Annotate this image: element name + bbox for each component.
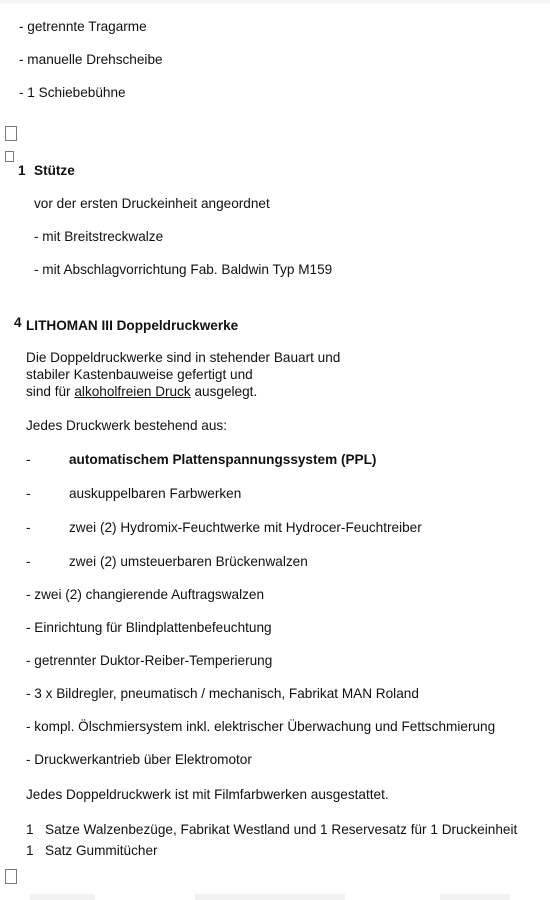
section-line: - mit Abschlagvorrichtung Fab. Baldwin Typ M159 <box>34 262 333 277</box>
list-item: - manuelle Drehscheibe <box>19 52 163 67</box>
list-item: - Einrichtung für Blindplattenbefeuchtung <box>26 620 272 635</box>
dash-bullet: - <box>26 452 31 467</box>
tab-list-item: zwei (2) Hydromix-Feuchtwerke mit Hydrocer-Feuchtreiber <box>69 520 422 535</box>
checkbox-placeholder-small[interactable] <box>5 151 14 162</box>
section-title: LITHOMAN III Doppeldruckwerke <box>26 318 239 333</box>
consisting-of-heading: Jedes Druckwerk bestehend aus: <box>26 418 227 433</box>
accessory-qty: 1 <box>26 843 34 858</box>
bottom-fade-strip <box>195 894 345 900</box>
intro-text: ausgelegt. <box>190 384 258 399</box>
list-item: - Druckwerkantrieb über Elektromotor <box>26 752 252 767</box>
tab-list-item: zwei (2) umsteuerbaren Brückenwalzen <box>69 554 308 569</box>
section-number: 1 <box>18 163 26 178</box>
tab-list-item: automatischem Plattenspannungssystem (PPL) <box>69 452 377 467</box>
section-line: vor der ersten Druckeinheit angeordnet <box>34 196 270 211</box>
list-item: - getrennte Tragarme <box>19 19 147 34</box>
dash-bullet: - <box>26 554 31 569</box>
dash-bullet: - <box>26 486 31 501</box>
dash-bullet: - <box>26 520 31 535</box>
bottom-fade-strip <box>30 894 95 900</box>
tab-list-item: auskuppelbaren Farbwerken <box>69 486 242 501</box>
section-line: - mit Breitstreckwalze <box>34 229 164 244</box>
list-item: - zwei (2) changierende Auftragswalzen <box>26 587 265 602</box>
accessory-qty: 1 <box>26 822 34 837</box>
accessory-text: Satze Walzenbezüge, Fabrikat Westland und 1 Reservesatz für 1 Druckeinheit <box>45 822 518 837</box>
list-item: - kompl. Ölschmiersystem inkl. elektrischer Überwachung und Fettschmierung <box>26 719 496 734</box>
list-item: - getrennter Duktor-Reiber-Temperierung <box>26 653 273 668</box>
checkbox-placeholder[interactable] <box>5 126 17 141</box>
intro-line <box>26 383 257 400</box>
checkbox-placeholder[interactable] <box>5 869 17 884</box>
list-item: - 1 Schiebebühne <box>19 85 126 100</box>
top-fade-strip <box>0 0 550 4</box>
list-item: - 3 x Bildregler, pneumatisch / mechanisch, Fabrikat MAN Roland <box>26 686 419 701</box>
film-note: Jedes Doppeldruckwerk ist mit Filmfarbwerken ausgestattet. <box>26 787 389 802</box>
intro-line: Die Doppeldruckwerke sind in stehender Bauart und <box>26 350 341 365</box>
section-title: Stütze <box>34 163 75 178</box>
underlined-text: alkoholfreien Druck <box>74 384 191 399</box>
accessory-text: Satz Gummitücher <box>45 843 158 858</box>
section-number: 4 <box>14 315 22 330</box>
intro-line: stabiler Kastenbauweise gefertigt und <box>26 367 253 382</box>
intro-text: sind für <box>26 384 75 399</box>
bottom-fade-strip <box>440 894 510 900</box>
